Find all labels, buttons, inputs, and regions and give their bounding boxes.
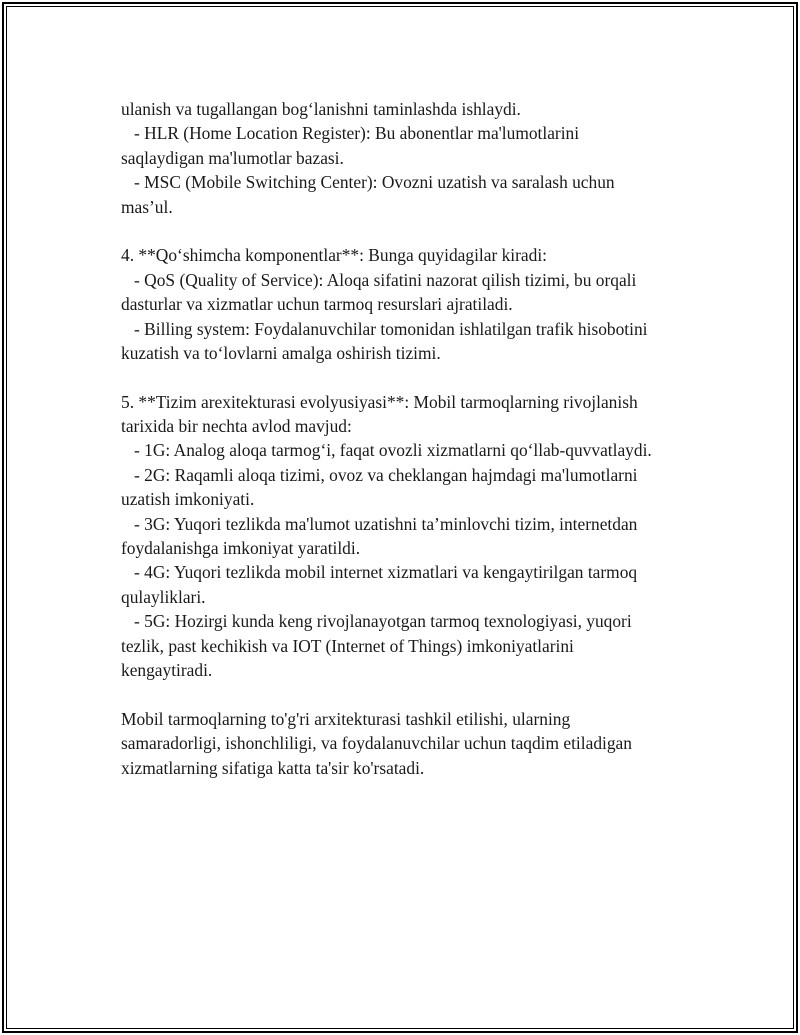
- text-line: qulayliklari.: [121, 586, 206, 607]
- text-line-5g: - 5G: Hozirgi kunda keng rivojlanayotgan tarmoq texnologiyasi, yuqori: [121, 611, 632, 632]
- text-line-3g: - 3G: Yuqori tezlikda ma'lumot uzatishni ta’minlovchi tizim, internetdan: [121, 513, 638, 534]
- text-line-msc: - MSC (Mobile Switching Center): Ovozni uzatish va saralash uchun: [121, 172, 615, 193]
- text-line-qos: - QoS (Quality of Service): Aloqa sifatini nazorat qilish tizimi, bu orqali: [121, 269, 637, 290]
- text-line: saqlaydigan ma'lumotlar bazasi.: [121, 147, 344, 168]
- text-line: ulanish va tugallangan bog‘lanishni taminlashda ishlaydi.: [121, 99, 521, 119]
- text-line: kuzatish va to‘lovlarni amalga oshirish tizimi.: [121, 342, 441, 363]
- text-line-4g: - 4G: Yuqori tezlikda mobil internet xizmatlari va kengaytirilgan tarmoq: [121, 562, 638, 583]
- conclusion-line: samaradorligi, ishonchliligi, va foydalanuvchilar uchun taqdim etiladigan: [121, 733, 632, 754]
- text-line: mas’ul.: [121, 196, 173, 217]
- paragraph-break: [121, 682, 721, 706]
- section-heading-5: 5. **Tizim arexitekturasi evolyusiyasi**: Mobil tarmoqlarning rivojlanish: [121, 391, 638, 412]
- text-line: dasturlar va xizmatlar uchun tarmoq resurslari ajratiladi.: [121, 294, 513, 315]
- text-line-1g: - 1G: Analog aloqa tarmog‘i, faqat ovozli xizmatlarni qo‘llab-quvvatlaydi.: [121, 440, 652, 461]
- conclusion-line: Mobil tarmoqlarning to'g'ri arxitekturasi tashkil etilishi, ularning: [121, 708, 571, 729]
- conclusion-line: xizmatlarning sifatiga katta ta'sir ko'rsatadi.: [121, 757, 425, 778]
- text-line: kengaytiradi.: [121, 659, 213, 680]
- section-heading-4: 4. **Qo‘shimcha komponentlar**: Bunga quyidagilar kiradi:: [121, 245, 547, 266]
- document-body: [121, 97, 721, 780]
- text-line: tarixida bir nechta avlod mavjud:: [121, 416, 352, 437]
- document-page: [2, 2, 798, 1033]
- text-line-hlr: - HLR (Home Location Register): Bu abonentlar ma'lumotlarini: [121, 123, 580, 144]
- text-line: tezlik, past kechikish va IOT (Internet of Things) imkoniyatlarini: [121, 635, 574, 656]
- paragraph-break: [121, 219, 721, 243]
- text-line: uzatish imkoniyati.: [121, 489, 255, 510]
- text-line: foydalanishga imkoniyat yaratildi.: [121, 538, 361, 559]
- text-line-billing: - Billing system: Foydalanuvchilar tomonidan ishlatilgan trafik hisobotini: [121, 318, 648, 339]
- text-line-2g: - 2G: Raqamli aloqa tizimi, ovoz va cheklangan hajmdagi ma'lumotlarni: [121, 464, 638, 485]
- paragraph-break: [121, 365, 721, 389]
